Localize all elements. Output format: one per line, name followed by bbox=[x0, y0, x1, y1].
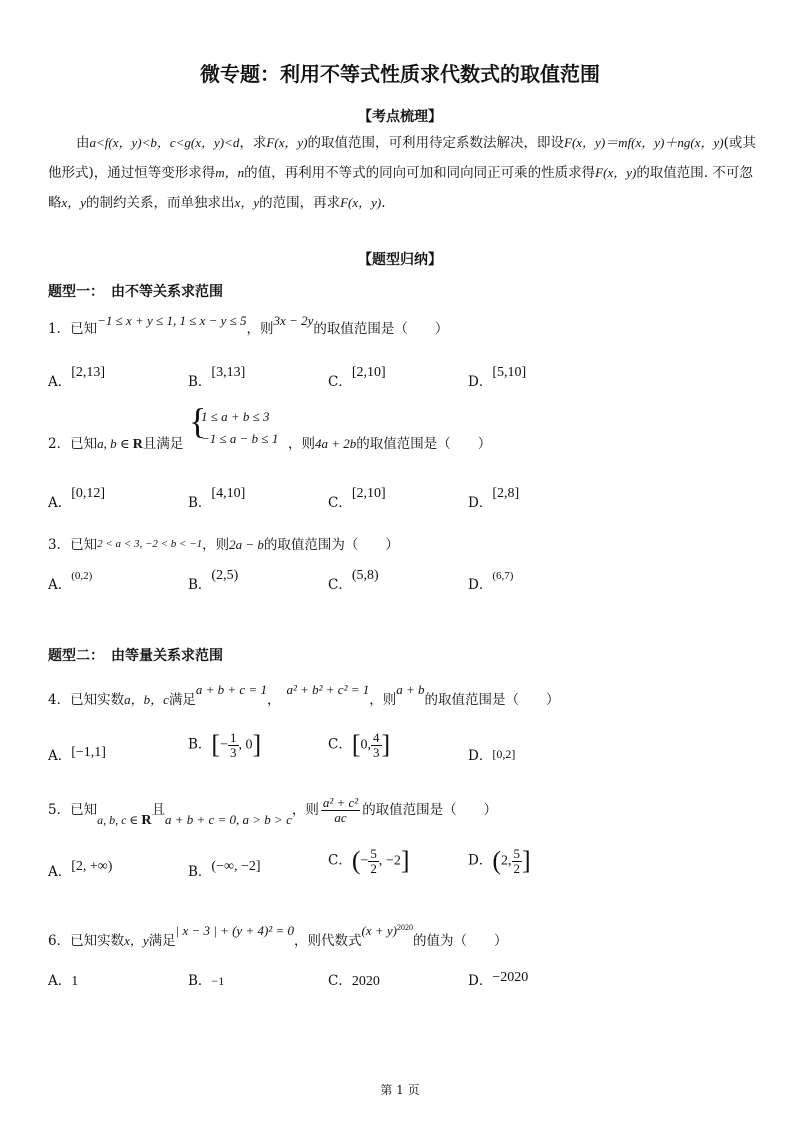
review-paragraph: 由a<f(x，y)<b，c<g(x，y)<d，求F(x，y)的取值范围，可利用待定系数法解决，即设F(x，y)＝mf(x，y)＋ng(x，y)(或其他形式)，通过恒等变形求得m，n的值，再利用不等式的同向可加和同向同正可乘的性质求得F(x，y)的取值范围. 不可忽略x，y的制约关系，而单独求出x，y的范围，再求F(x，y). bbox=[48, 135, 756, 211]
question-2: 2．已知a, b ∈ R且满足 bbox=[48, 436, 184, 452]
q6-option-b[interactable]: B．−1 bbox=[188, 973, 225, 989]
q4-option-b[interactable]: B．[− $\frac{1}{3}$ , 0] bbox=[188, 729, 262, 760]
q2-option-c[interactable]: C．[2,10] bbox=[328, 486, 386, 511]
q6-option-d[interactable]: D．−2020 bbox=[468, 970, 529, 989]
q6-option-c[interactable]: C．2020 bbox=[328, 973, 380, 989]
question-4: 4．已知实数a，b，c满足a + b + c = 1，a² + b² + c² = 1，则a + b的取值范围是（ ） bbox=[48, 682, 560, 708]
q2-option-a[interactable]: A．[0,12] bbox=[48, 486, 106, 511]
q3-option-d[interactable]: D．$^{(6,7)}$ bbox=[468, 570, 514, 593]
q3-option-b[interactable]: B．(2,5) bbox=[188, 568, 239, 593]
q3-option-a[interactable]: A．$^{(0,2)}$ bbox=[48, 570, 93, 593]
q1-option-b[interactable]: B．[3,13] bbox=[188, 365, 246, 390]
section-heading-review: 【考点梳理】 bbox=[358, 109, 442, 125]
question-3: 3．已知2 < a < 3, −2 < b < −1，则2a − b的取值范围为（ ） bbox=[48, 537, 399, 553]
q5-option-c[interactable]: C．(− $\frac{5}{2}$ , −2] bbox=[328, 845, 410, 876]
type-one-heading: 题型一： 由不等关系求范围 bbox=[48, 284, 223, 300]
q4-option-c[interactable]: C．[0, $\frac{4}{3}$ ] bbox=[328, 729, 391, 760]
q1-option-a[interactable]: A．[2,13] bbox=[48, 365, 106, 390]
q4-option-d[interactable]: D．[0,2] bbox=[468, 747, 516, 764]
q5-option-a[interactable]: A．[2, +∞) bbox=[48, 859, 113, 880]
q5-option-b[interactable]: B．(−∞, −2] bbox=[188, 859, 261, 880]
q2-option-d[interactable]: D．[2,8] bbox=[468, 486, 520, 511]
q6-option-a[interactable]: A．1 bbox=[48, 973, 79, 989]
question-5: 5．已知a, b, c ∈ R且a + b + c = 0, a > b > c，则 $\frac{\text{a² + c²}}{ac}$ 的取值范围是（ ） bbox=[48, 795, 498, 828]
q4-option-a[interactable]: A．[−1,1] bbox=[48, 745, 106, 764]
question-2-tail: ，则4a + 2b的取值范围是（ ） bbox=[288, 436, 492, 452]
page-footer: 第 1 页 bbox=[380, 1083, 420, 1097]
q1-option-c[interactable]: C．[2,10] bbox=[328, 365, 386, 390]
question-6: 6．已知实数x，y满足| x − 3 | + (y + 4)² = 0，则代数式$(x + y)^{2020}$的值为（ ） bbox=[48, 922, 508, 949]
page-title: 微专题：利用不等式性质求代数式的取值范围 bbox=[200, 62, 600, 86]
q3-option-c[interactable]: C．(5,8) bbox=[328, 568, 379, 593]
type-two-heading: 题型二： 由等量关系求范围 bbox=[48, 648, 223, 664]
q2-option-b[interactable]: B．[4,10] bbox=[188, 486, 246, 511]
q5-option-d[interactable]: D．(2, $\frac{5}{2}$ ] bbox=[468, 845, 531, 876]
section-heading-types: 【题型归纳】 bbox=[358, 252, 442, 268]
q1-option-d[interactable]: D．[5,10] bbox=[468, 365, 527, 390]
question-1: 1．已知−1 ≤ x + y ≤ 1, 1 ≤ x − y ≤ 5，则3x − 2y的取值范围是（ ） bbox=[48, 313, 449, 337]
